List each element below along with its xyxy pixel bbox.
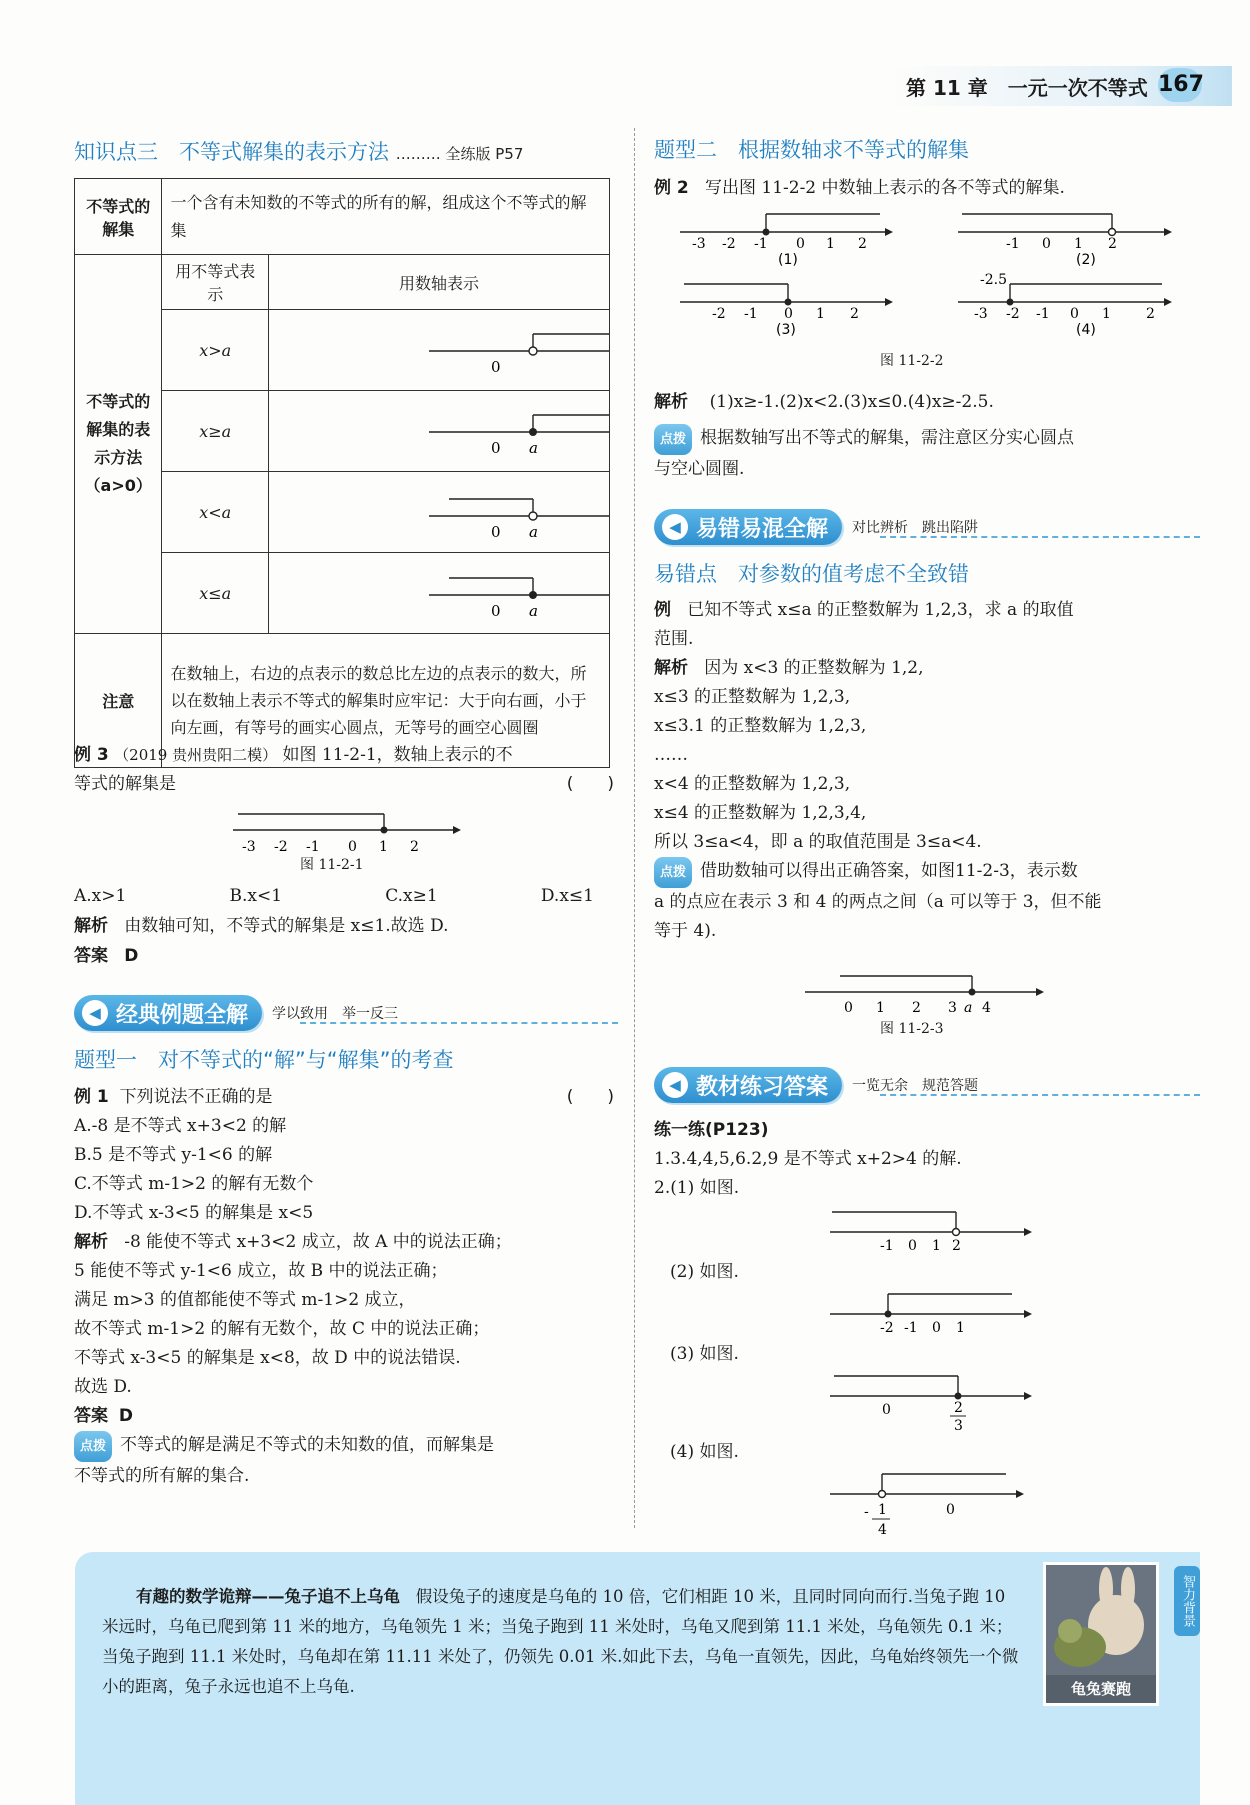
numberline-gt-svg	[269, 310, 609, 386]
case-gt: x>a	[162, 310, 269, 391]
svg-text:0: 0	[491, 602, 501, 620]
err-analysis-line: 所以 3≤a<4，即 a 的取值范围是 3≤a<4.	[654, 832, 982, 852]
ex1-analysis-line: -8 能使不等式 x+3<2 成立，故 A 中的说法正确；	[124, 1232, 512, 1252]
picture-caption: 龟兔赛跑	[1070, 1680, 1131, 1698]
svg-text:2: 2	[850, 306, 859, 322]
practice-axis-4	[820, 1462, 1040, 1542]
svg-text:a: a	[529, 602, 538, 620]
side-tab-background: 智力背景	[1174, 1566, 1200, 1636]
banner3-title: 教材练习答案	[696, 1074, 829, 1100]
practice-axis-3	[820, 1366, 1040, 1434]
svg-text:1: 1	[878, 1502, 887, 1518]
column-divider	[634, 128, 635, 1528]
err-ex-question-1: 已知不等式 x≤a 的正整数解为 1,2,3，求 a 的取值	[687, 600, 1074, 620]
kp-reference: ……… 全练版 P57	[395, 145, 524, 163]
svg-text:0: 0	[784, 306, 793, 322]
ex2-tip-line: 根据数轴写出不等式的解集，需注意区分实心圆点	[700, 428, 1075, 448]
svg-text:0: 0	[491, 358, 501, 376]
case-lt: x<a	[162, 472, 269, 553]
fig-11-2-1-caption: 图 11-2-1	[300, 857, 364, 873]
ex2-analysis-text: (1)x≥-1.(2)x<2.(3)x≤0.(4)x≥-2.5.	[709, 392, 994, 412]
error-example	[654, 596, 1202, 946]
kp-title-text: 知识点三 不等式解集的表示方法	[74, 140, 389, 164]
svg-text:1: 1	[1102, 306, 1111, 322]
svg-text:0: 0	[491, 439, 501, 457]
ex1-option-a: A.-8 是不等式 x+3<2 的解	[74, 1116, 287, 1136]
speaker-icon: ◀	[82, 1000, 108, 1026]
err-tip-line: 借助数轴可以得出正确答案，如图11-2-3，表示数	[700, 861, 1078, 881]
ex2-sub-2: (2)	[1076, 252, 1096, 268]
ex3-option-b: B.x<1	[229, 886, 283, 906]
banner3-sub: 一览无余 规范答题	[852, 1078, 979, 1094]
svg-text:2: 2	[858, 236, 867, 252]
ex3-answer	[74, 942, 138, 971]
ex3-option-d: D.x≤1	[540, 886, 594, 906]
fun-math-text	[102, 1582, 1022, 1702]
banner2-sub: 对比辨析 跳出陷阱	[852, 520, 979, 536]
err-tip-line: 等于 4).	[654, 921, 717, 941]
svg-text:-2: -2	[1006, 306, 1020, 322]
ex2-neg25-label: -2.5	[980, 272, 1007, 288]
svg-text:-1: -1	[1006, 236, 1020, 252]
ex2-analysis-label: 解析	[654, 392, 688, 412]
ex3-label: 例 3	[74, 745, 109, 765]
banner2-pill	[654, 509, 842, 545]
svg-text:1: 1	[956, 1320, 965, 1336]
ex1-tip-line: 不等式的解是满足不等式的未知数的值，而解集是	[120, 1435, 495, 1455]
svg-text:0: 0	[908, 1238, 917, 1254]
svg-text:0: 0	[844, 1000, 853, 1016]
svg-text:2: 2	[410, 839, 419, 855]
err-analysis-line: x<4 的正整数解为 1,2,3,	[654, 774, 851, 794]
svg-text:-2: -2	[880, 1320, 894, 1336]
ex2-analysis	[654, 388, 994, 417]
ex1-label: 例 1	[74, 1087, 109, 1107]
practice-line-4: (3) 如图.	[670, 1344, 739, 1364]
numberline-le-svg	[269, 553, 609, 629]
svg-text:-2: -2	[712, 306, 726, 322]
err-ex-question-2: 范围.	[654, 629, 694, 649]
ex3-answer-label: 答案	[74, 946, 108, 966]
rabbit-turtle-illustration	[1046, 1565, 1156, 1675]
banner2-title: 易错易混全解	[696, 516, 829, 542]
ex3-analysis-text: 由数轴可知，不等式的解集是 x≤1.故选 D.	[124, 916, 449, 936]
numberline-lt	[269, 472, 610, 553]
ex1-analysis-line: 故选 D.	[74, 1377, 132, 1397]
svg-text:a: a	[964, 1000, 973, 1016]
ex2-label: 例 2	[654, 178, 689, 198]
ex2-sub-4: (4)	[1076, 322, 1096, 338]
ex1-question: 下列说法不正确的是	[119, 1087, 273, 1107]
svg-text:2: 2	[1108, 236, 1117, 252]
svg-text:3: 3	[954, 1418, 963, 1434]
page-number: 167	[1158, 68, 1202, 102]
practice-title: 练一练(P123)	[654, 1120, 769, 1140]
ex1-analysis-line: 满足 m>3 的值都能使不等式 m-1>2 成立，	[74, 1290, 416, 1310]
svg-text:-1: -1	[904, 1320, 918, 1336]
row-body-solution-set: 一个含有未知数的不等式的所有的解，组成这个不等式的解集	[162, 179, 610, 255]
practice-line-2: 2.(1) 如图.	[654, 1178, 740, 1198]
fig-11-2-3-caption: 图 11-2-3	[880, 1021, 944, 1037]
banner2-dashline	[880, 536, 1200, 538]
ex3-option-c: C.x≥1	[385, 886, 438, 906]
ex3-source: （2019 贵州贵阳二模）	[114, 746, 278, 764]
svg-text:-1: -1	[754, 236, 768, 252]
ex1-option-d: D.不等式 x-3<5 的解集是 x<5	[74, 1203, 314, 1223]
ex3-answer-value: D	[124, 946, 139, 966]
ex1-option-b: B.5 是不等式 y-1<6 的解	[74, 1145, 273, 1165]
example3	[74, 741, 614, 799]
ex1-analysis-line: 故不等式 m-1>2 的解有无数个，故 C 中的说法正确；	[74, 1319, 490, 1339]
ex3-options	[74, 882, 594, 911]
svg-text:2: 2	[954, 1400, 963, 1416]
ex1-answer-value: D	[118, 1406, 133, 1426]
svg-text:1: 1	[932, 1238, 941, 1254]
svg-text:1: 1	[816, 306, 825, 322]
ex2-sub-1: (1)	[778, 252, 798, 268]
col-head-numberline: 用数轴表示	[269, 255, 610, 310]
ex2-axis-4	[958, 272, 1172, 338]
banner3-dashline	[880, 1094, 1200, 1096]
tip-badge: 点拨	[654, 857, 692, 888]
knowledge-table	[74, 178, 610, 768]
error-point-title: 易错点 对参数的值考虑不全致错	[654, 562, 969, 586]
row-head-note: 注意	[75, 634, 162, 768]
ex2-tip-line: 与空心圆圈.	[654, 459, 745, 479]
banner-classic-examples	[74, 994, 398, 1032]
svg-text:-1: -1	[306, 839, 320, 855]
svg-text:-2: -2	[274, 839, 288, 855]
ex2-axis-3	[680, 284, 893, 338]
svg-text:4: 4	[878, 1522, 887, 1538]
numberline-gt	[269, 310, 610, 391]
ex3-analysis-label: 解析	[74, 916, 108, 936]
svg-text:0: 0	[1042, 236, 1051, 252]
fun-math-body: 假设兔子的速度是乌龟的 10 倍，它们相距 10 米，且同时同向而行.当兔子跑 10 米远时，乌龟已爬到第 11 米的地方，乌龟领先 1 米；当兔子跑到 11 米处时，乌龟又爬到第 11.1 米处，乌龟领先 0.1 米；当兔子跑到 11.1 米处时，乌龟却在第 11.11 米处了，仍领先 0.01 米.如此下去，乌龟一直领先，因此，乌龟始终领先一个微小的距离，兔子永远也追不上乌龟.	[102, 1587, 1019, 1696]
svg-text:3: 3	[948, 1000, 957, 1016]
svg-text:-3: -3	[974, 306, 988, 322]
svg-text:2: 2	[1146, 306, 1155, 322]
practice-line-1: 1.3.4,4,5,6.2,9 是不等式 x+2>4 的解.	[654, 1149, 962, 1169]
banner1-sub: 学以致用 举一反三	[272, 1006, 399, 1022]
banner3-pill	[654, 1067, 842, 1103]
svg-text:1: 1	[826, 236, 835, 252]
knowledge-point-title	[74, 136, 523, 166]
err-analysis-line: x≤4 的正整数解为 1,2,3,4,	[654, 803, 867, 823]
col-head-inequality: 用不等式表示	[162, 255, 269, 310]
example2-question	[654, 174, 1065, 203]
svg-text:4: 4	[982, 1000, 991, 1016]
tip-badge: 点拨	[654, 424, 692, 455]
ex2-axis-1	[680, 214, 893, 268]
banner-common-errors	[654, 508, 978, 546]
row-head-representation: 不等式的解集的表示方法（a>0）	[75, 255, 162, 634]
chapter-title: 第 11 章 一元一次不等式	[906, 76, 1148, 100]
example1	[74, 1083, 614, 1491]
err-analysis-line: x≤3 的正整数解为 1,2,3,	[654, 687, 851, 707]
speaker-icon: ◀	[662, 1072, 688, 1098]
tip-badge: 点拨	[74, 1431, 112, 1462]
numberline-le	[269, 553, 610, 634]
svg-text:-3: -3	[242, 839, 256, 855]
speaker-icon: ◀	[662, 514, 688, 540]
svg-text:0: 0	[348, 839, 357, 855]
svg-text:a: a	[529, 439, 538, 457]
svg-text:-1: -1	[1036, 306, 1050, 322]
ex1-answer-paren: ( )	[566, 1087, 614, 1107]
ex1-option-c: C.不等式 m-1>2 的解有无数个	[74, 1174, 314, 1194]
svg-text:2: 2	[912, 1000, 921, 1016]
svg-text:1: 1	[1074, 236, 1083, 252]
ex2-tip	[654, 424, 1202, 484]
banner1-dashline	[300, 1022, 618, 1024]
case-ge: x≥a	[162, 391, 269, 472]
svg-text:0: 0	[882, 1402, 891, 1418]
err-analysis-line: x≤3.1 的正整数解为 1,2,3,	[654, 716, 867, 736]
banner1-title: 经典例题全解	[116, 1002, 249, 1028]
banner1-pill	[74, 995, 262, 1031]
practice-answers	[654, 1116, 1202, 1203]
ex1-analysis-label: 解析	[74, 1232, 108, 1252]
fun-math-title: 有趣的数学诡辩——兔子追不上乌龟	[136, 1587, 400, 1606]
svg-text:0: 0	[491, 523, 501, 541]
svg-text:0: 0	[1070, 306, 1079, 322]
ex3-question-2: 等式的解集是	[74, 774, 176, 794]
err-analysis-line: ……	[654, 745, 688, 765]
svg-text:-3: -3	[692, 236, 706, 252]
fig-11-2-1	[228, 808, 468, 858]
row-head-solution-set: 不等式的解集	[75, 179, 162, 255]
svg-text:2: 2	[952, 1238, 961, 1254]
practice-line-5: (4) 如图.	[670, 1442, 739, 1462]
svg-text:1: 1	[876, 1000, 885, 1016]
type1-title: 题型一 对不等式的“解”与“解集”的考查	[74, 1048, 454, 1072]
numberline-lt-svg	[269, 472, 609, 548]
svg-text:a: a	[529, 523, 538, 541]
row-body-note: 在数轴上，右边的点表示的数总比左边的点表示的数大，所以在数轴上表示不等式的解集时应牢记：大于向右画，小于向左画，有等号的画实心圆点，无等号的画空心圆圈	[162, 634, 610, 768]
err-tip-line: a 的点应在表示 3 和 4 的两点之间（a 可以等于 3，但不能	[654, 892, 1102, 912]
type2-title: 题型二 根据数轴求不等式的解集	[654, 138, 969, 162]
svg-text:0: 0	[796, 236, 805, 252]
ex3-option-a: A.x>1	[74, 886, 127, 906]
banner-textbook-answers	[654, 1066, 978, 1104]
ex2-axis-2	[958, 214, 1172, 268]
numberline-ge-svg	[269, 391, 609, 467]
ex3-question-1: 如图 11-2-1，数轴上表示的不	[282, 745, 513, 765]
numberline-ge	[269, 391, 610, 472]
svg-text:-: -	[864, 1504, 869, 1520]
svg-text:-1: -1	[880, 1238, 894, 1254]
ex1-analysis-line: 不等式 x-3<5 的解集是 x<8，故 D 中的说法错误.	[74, 1348, 461, 1368]
err-analysis-line: 因为 x<3 的正整数解为 1,2,	[704, 658, 924, 678]
ex3-answer-paren: ( )	[566, 774, 614, 794]
fig-11-2-2-caption: 图 11-2-2	[880, 353, 944, 369]
err-ex-label: 例	[654, 600, 671, 620]
err-analysis-label: 解析	[654, 658, 688, 678]
ex2-sub-3: (3)	[776, 322, 796, 338]
case-le: x≤a	[162, 553, 269, 634]
fig-11-2-2	[670, 206, 1210, 366]
svg-text:0: 0	[946, 1502, 955, 1518]
ex2-question-text: 写出图 11-2-2 中数轴上表示的各不等式的解集.	[704, 178, 1065, 198]
practice-line-3: (2) 如图.	[670, 1262, 739, 1282]
svg-text:1: 1	[379, 839, 388, 855]
practice-axis-2	[820, 1284, 1040, 1336]
ex1-tip-line: 不等式的所有解的集合.	[74, 1466, 250, 1486]
svg-text:-2: -2	[722, 236, 736, 252]
fig-11-2-3	[800, 970, 1050, 1022]
ex3-analysis	[74, 912, 449, 941]
ex1-analysis-line: 5 能使不等式 y-1<6 成立，故 B 中的说法正确；	[74, 1261, 448, 1281]
ex1-answer-label: 答案	[74, 1406, 108, 1426]
practice-axis-1	[820, 1202, 1040, 1254]
svg-text:0: 0	[932, 1320, 941, 1336]
svg-text:-1: -1	[744, 306, 758, 322]
